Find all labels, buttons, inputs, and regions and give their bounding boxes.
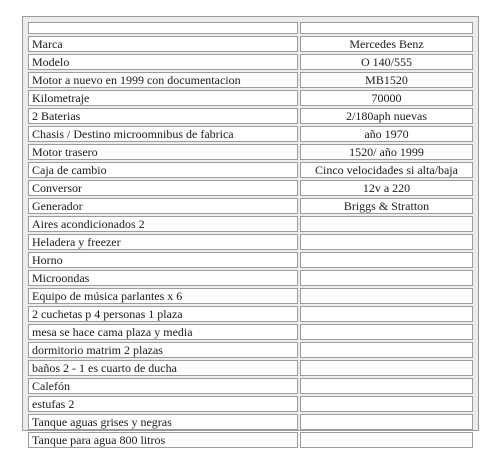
row-value: MB1520	[300, 72, 473, 88]
table-row	[28, 324, 473, 340]
spec-sheet	[22, 16, 479, 447]
row-value	[300, 306, 473, 322]
table-row	[28, 360, 473, 376]
row-label: Tanque para agua 800 litros	[28, 432, 298, 448]
row-value	[300, 252, 473, 268]
row-label: Heladera y freezer	[28, 234, 298, 250]
table-row	[28, 306, 473, 322]
table-row	[28, 216, 473, 232]
table-row	[28, 126, 473, 142]
table-row	[28, 72, 473, 88]
row-value	[300, 342, 473, 358]
table-row	[28, 36, 473, 52]
table-row	[28, 252, 473, 268]
row-value: 2/180aph nuevas	[300, 108, 473, 124]
row-label: Motor a nuevo en 1999 con documentacion	[28, 72, 298, 88]
row-value: año 1970	[300, 126, 473, 142]
row-label: mesa se hace cama plaza y media	[28, 324, 298, 340]
row-label: Marca	[28, 36, 298, 52]
table-row	[28, 432, 473, 448]
table-row	[28, 378, 473, 394]
row-label: Horno	[28, 252, 298, 268]
row-value	[300, 396, 473, 412]
row-value	[300, 324, 473, 340]
table-row	[28, 288, 473, 304]
row-value	[300, 216, 473, 232]
row-label: baños 2 - 1 es cuarto de ducha	[28, 360, 298, 376]
row-value: 12v a 220	[300, 180, 473, 196]
row-label: Generador	[28, 198, 298, 214]
row-value: O 140/555	[300, 54, 473, 70]
table-row	[28, 108, 473, 124]
row-value	[300, 270, 473, 286]
row-label: Kilometraje	[28, 90, 298, 106]
row-value: Mercedes Benz	[300, 36, 473, 52]
row-value	[300, 234, 473, 250]
row-value: Cinco velocidades si alta/baja	[300, 162, 473, 178]
row-value: 70000	[300, 90, 473, 106]
spec-table	[26, 20, 475, 450]
table-row	[28, 234, 473, 250]
row-label: Chasis / Destino microomnibus de fabrica	[28, 126, 298, 142]
table-row	[28, 90, 473, 106]
row-value	[300, 378, 473, 394]
row-label: Tanque aguas grises y negras	[28, 414, 298, 430]
row-label: Modelo	[28, 54, 298, 70]
table-row	[28, 198, 473, 214]
row-label: Calefón	[28, 378, 298, 394]
row-value	[300, 432, 473, 448]
row-value	[300, 414, 473, 430]
row-label	[28, 22, 298, 34]
row-value	[300, 22, 473, 34]
row-label: 2 cuchetas p 4 personas 1 plaza	[28, 306, 298, 322]
row-value	[300, 288, 473, 304]
row-value: Briggs & Stratton	[300, 198, 473, 214]
row-label: Caja de cambio	[28, 162, 298, 178]
row-label: Conversor	[28, 180, 298, 196]
row-label: Equipo de música parlantes x 6	[28, 288, 298, 304]
table-row	[28, 396, 473, 412]
table-row	[28, 270, 473, 286]
row-value	[300, 360, 473, 376]
table-row	[28, 414, 473, 430]
row-label: dormitorio matrim 2 plazas	[28, 342, 298, 358]
table-row	[28, 342, 473, 358]
row-label: 2 Baterias	[28, 108, 298, 124]
row-label: Motor trasero	[28, 144, 298, 160]
table-row	[28, 162, 473, 178]
row-label: estufas 2	[28, 396, 298, 412]
row-label: Microondas	[28, 270, 298, 286]
row-value: 1520/ año 1999	[300, 144, 473, 160]
table-row	[28, 54, 473, 70]
table-row	[28, 180, 473, 196]
row-label: Aires acondicionados 2	[28, 216, 298, 232]
table-row-header-blank	[28, 22, 473, 34]
table-row	[28, 144, 473, 160]
